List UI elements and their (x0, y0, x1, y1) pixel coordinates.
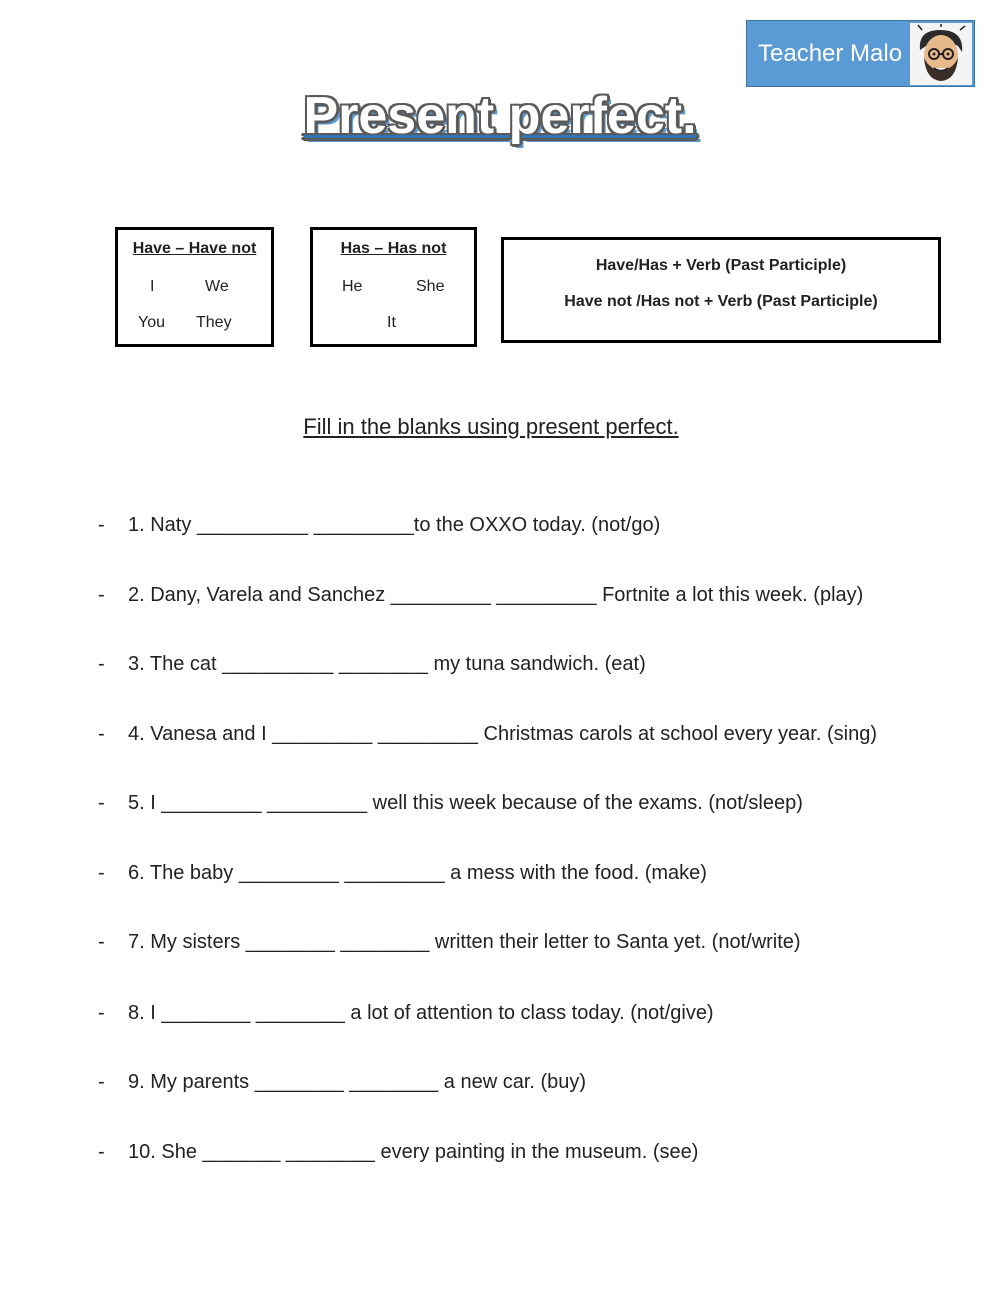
exercise-text: 3. The cat __________ ________ my tuna sandwich. (eat) (128, 653, 646, 675)
have-pronoun-box (115, 227, 274, 347)
teacher-name: Teacher Malo (758, 39, 903, 67)
teacher-portrait-icon (910, 23, 972, 85)
exercise-item (98, 792, 803, 815)
exercise-text: 6. The baby _________ _________ a mess with the food. (make) (128, 862, 707, 884)
formula-box (501, 237, 941, 343)
formula-affirmative: Have/Has + Verb (Past Participle) (595, 257, 847, 274)
bullet-dash: - (98, 723, 105, 745)
teacher-badge (746, 20, 975, 87)
pronoun-she: She (416, 278, 445, 295)
exercise-text: 4. Vanesa and I _________ _________ Christmas carols at school every year. (sing) (128, 723, 877, 745)
exercise-item (98, 862, 707, 885)
bullet-dash: - (98, 584, 105, 606)
bullet-dash: - (98, 514, 105, 536)
exercise-item (98, 584, 863, 607)
exercise-item (98, 653, 646, 676)
pronoun-we: We (205, 278, 229, 295)
exercise-text: 5. I _________ _________ well this week because of the exams. (not/sleep) (128, 792, 803, 814)
exercise-item (98, 1141, 698, 1164)
pronoun-he: He (342, 278, 363, 295)
formula-negative: Have not /Has not + Verb (Past Participle) (564, 293, 878, 310)
pronoun-it: It (387, 314, 396, 331)
exercise-text: 7. My sisters ________ ________ written their letter to Santa yet. (not/write) (128, 931, 801, 953)
pronoun-i: I (150, 278, 155, 295)
bullet-dash: - (98, 862, 105, 884)
pronoun-you: You (138, 314, 165, 331)
page-title: Present perfect. (303, 87, 697, 145)
exercise-item (98, 514, 660, 537)
instruction-text: Fill in the blanks using present perfect. (303, 414, 679, 439)
has-pronoun-box (310, 227, 477, 347)
exercise-item (98, 1071, 586, 1094)
exercise-item (98, 723, 877, 746)
bullet-dash: - (98, 1141, 105, 1163)
have-box-heading: Have – Have not (132, 240, 257, 257)
exercise-text: 9. My parents ________ ________ a new car. (buy) (128, 1071, 587, 1093)
exercise-text: 10. She _______ ________ every painting in the museum. (see) (128, 1141, 699, 1163)
pronoun-they: They (196, 314, 232, 331)
bullet-dash: - (98, 1002, 105, 1024)
bullet-dash: - (98, 1071, 105, 1093)
exercise-text: 8. I ________ ________ a lot of attention to class today. (not/give) (128, 1002, 714, 1024)
exercise-text: 1. Naty __________ _________to the OXXO today. (not/go) (128, 514, 661, 536)
has-box-heading: Has – Has not (340, 240, 447, 257)
exercise-text: 2. Dany, Varela and Sanchez _________ _________ Fortnite a lot this week. (play) (128, 584, 864, 606)
bullet-dash: - (98, 653, 105, 675)
exercise-item (98, 1002, 714, 1025)
bullet-dash: - (98, 931, 105, 953)
bullet-dash: - (98, 792, 105, 814)
exercise-item (98, 931, 801, 954)
